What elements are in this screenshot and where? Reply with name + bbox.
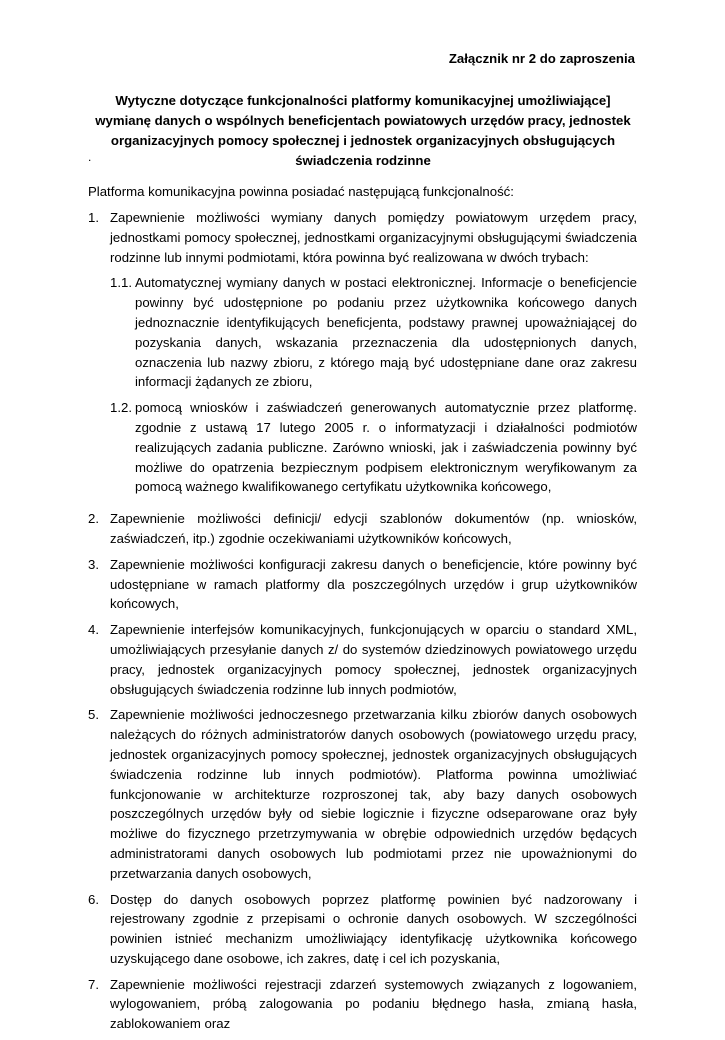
list-item-body	[110, 208, 637, 503]
list-item-number: 7.	[88, 976, 99, 992]
sub-list-item-text: Automatycznej wymiany danych w postaci elektronicznej. Informacje o beneficjencie powinny być udostępnione po podaniu przez użytkownika końcowego danych jednoznacznie identyfikujących beneficjenta, podstawy prawnej upoważniającej do pozyskania danych, wskazania przeznaczenia dla udostępnionych danych, oznaczenia lub nazwy zbioru, z którego mają być udostępniane dane oraz zakresu informacji żądanych ze zbioru,	[135, 275, 637, 390]
list-item	[88, 509, 637, 549]
list-item	[88, 620, 637, 699]
list-item-number: 2.	[88, 511, 99, 527]
sub-list	[110, 273, 637, 497]
list-item-text: Zapewnienie interfejsów komunikacyjnych, funkcjonujących w oparciu o standard XML, umożliwiających przesyłanie danych z/ do systemów dziedzinowych powiatowego urzędu pracy, jednostek organizacyjnych pomocy społecznej, jednostek organizacyjnych obsługujących świadczenia rodzinne lub innych podmiotów,	[110, 622, 637, 697]
list-item-number: 4.	[88, 622, 99, 638]
list-item	[88, 975, 637, 1034]
list-item	[88, 208, 637, 503]
list-item-text: Zapewnienie możliwości wymiany danych pomiędzy powiatowym urzędem pracy, jednostkami pomocy społecznej, jednostkami organizacyjnymi obsługującymi świadczenia rodzinne lub innymi podmiotami, która powinna być realizowana w dwóch trybach:	[110, 210, 637, 265]
stray-dot: .	[88, 150, 92, 164]
list-item-number: 6.	[88, 891, 99, 907]
list-item-text: Dostęp do danych osobowych poprzez platformę powinien być nadzorowany i rejestrowany zgodnie z przepisami o ochronie danych osobowych. W szczególności powinien istnieć mechanizm umożliwiający identyfikację użytkownika końcowego uzyskującego dane osobowe, ich zakres, datę i cel ich pozyskania,	[110, 891, 637, 966]
sub-list-item-text: pomocą wniosków i zaświadczeń generowanych automatycznie przez platformę. zgodnie z ustawą 17 lutego 2005 r. o informatyzacji i działalności podmiotów realizujących zadania publiczne. Zarówno wnioski, jak i zaświadczenia powinny być możliwe do opatrzenia bezpiecznym podpisem elektronicznym weryfikowanym za pomocą ważnego kwalifikowanego certyfikatu użytkownika końcowego,	[135, 400, 637, 495]
sub-list-item-number: 1.2.	[110, 400, 132, 416]
annex-label: Załącznik nr 2 do zaproszenia	[448, 51, 635, 66]
list-item-text: Zapewnienie możliwości definicji/ edycji szablonów dokumentów (np. wniosków, zaświadczeń, itp.) zgodnie oczekiwaniami użytkowników końcowych,	[110, 511, 637, 546]
sub-list-item	[110, 398, 637, 497]
list-item-number: 3.	[88, 556, 99, 572]
intro-paragraph: Platforma komunikacyjna powinna posiadać następującą funkcjonalność:	[88, 184, 514, 199]
list-item-text: Zapewnienie możliwości jednoczesnego przetwarzania kilku zbiorów danych osobowych należących do różnych administratorów danych osobowych (powiatowego urzędu pracy, jednostek organizacyjnych pomocy społecznej, jednostek organizacyjnych obsługujących świadczenia rodzinne lub innych podmiotów). Platforma powinna umożliwiać funkcjonowanie w architekturze rozproszonej tak, aby bazy danych osobowych poszczególnych urzędów były od siebie logicznie i fizyczne odseparowane oraz były możliwe do fizycznego przetrzymywania w obrębie odpowiednich urzędów będących administratorami danych osobowych lub podmiotami przez nie upoważnionymi do przetwarzania danych osobowych,	[110, 707, 637, 881]
list-item-number: 5.	[88, 707, 99, 723]
list-item	[88, 890, 637, 969]
list-item-text: Zapewnienie możliwości rejestracji zdarzeń systemowych związanych z logowaniem, wylogowaniem, próbą zalogowania po podaniu błędnego hasła, zmianą hasła, zablokowaniem oraz	[110, 976, 637, 1032]
sub-list-item	[110, 273, 637, 392]
list-item-text: Zapewnienie możliwości konfiguracji zakresu danych o beneficjencie, które powinny być udostępniane w ramach platformy dla poszczególnych urzędów i grup użytkowników końcowych,	[110, 556, 637, 612]
requirements-list	[88, 208, 637, 1040]
sub-list-item-number: 1.1.	[110, 275, 132, 291]
document-title: Wytyczne dotyczące funkcjonalności platformy komunikacyjnej umożliwiające] wymianę danych o wspólnych beneficjentach powiatowych urzędów pracy, jednostek organizacyjnych pomocy społecznej i jednostek organizacyjnych obsługujących świadczenia rodzinne	[95, 93, 631, 168]
list-item	[88, 705, 637, 883]
list-item-number: 1.	[88, 210, 99, 225]
list-item	[88, 555, 637, 614]
